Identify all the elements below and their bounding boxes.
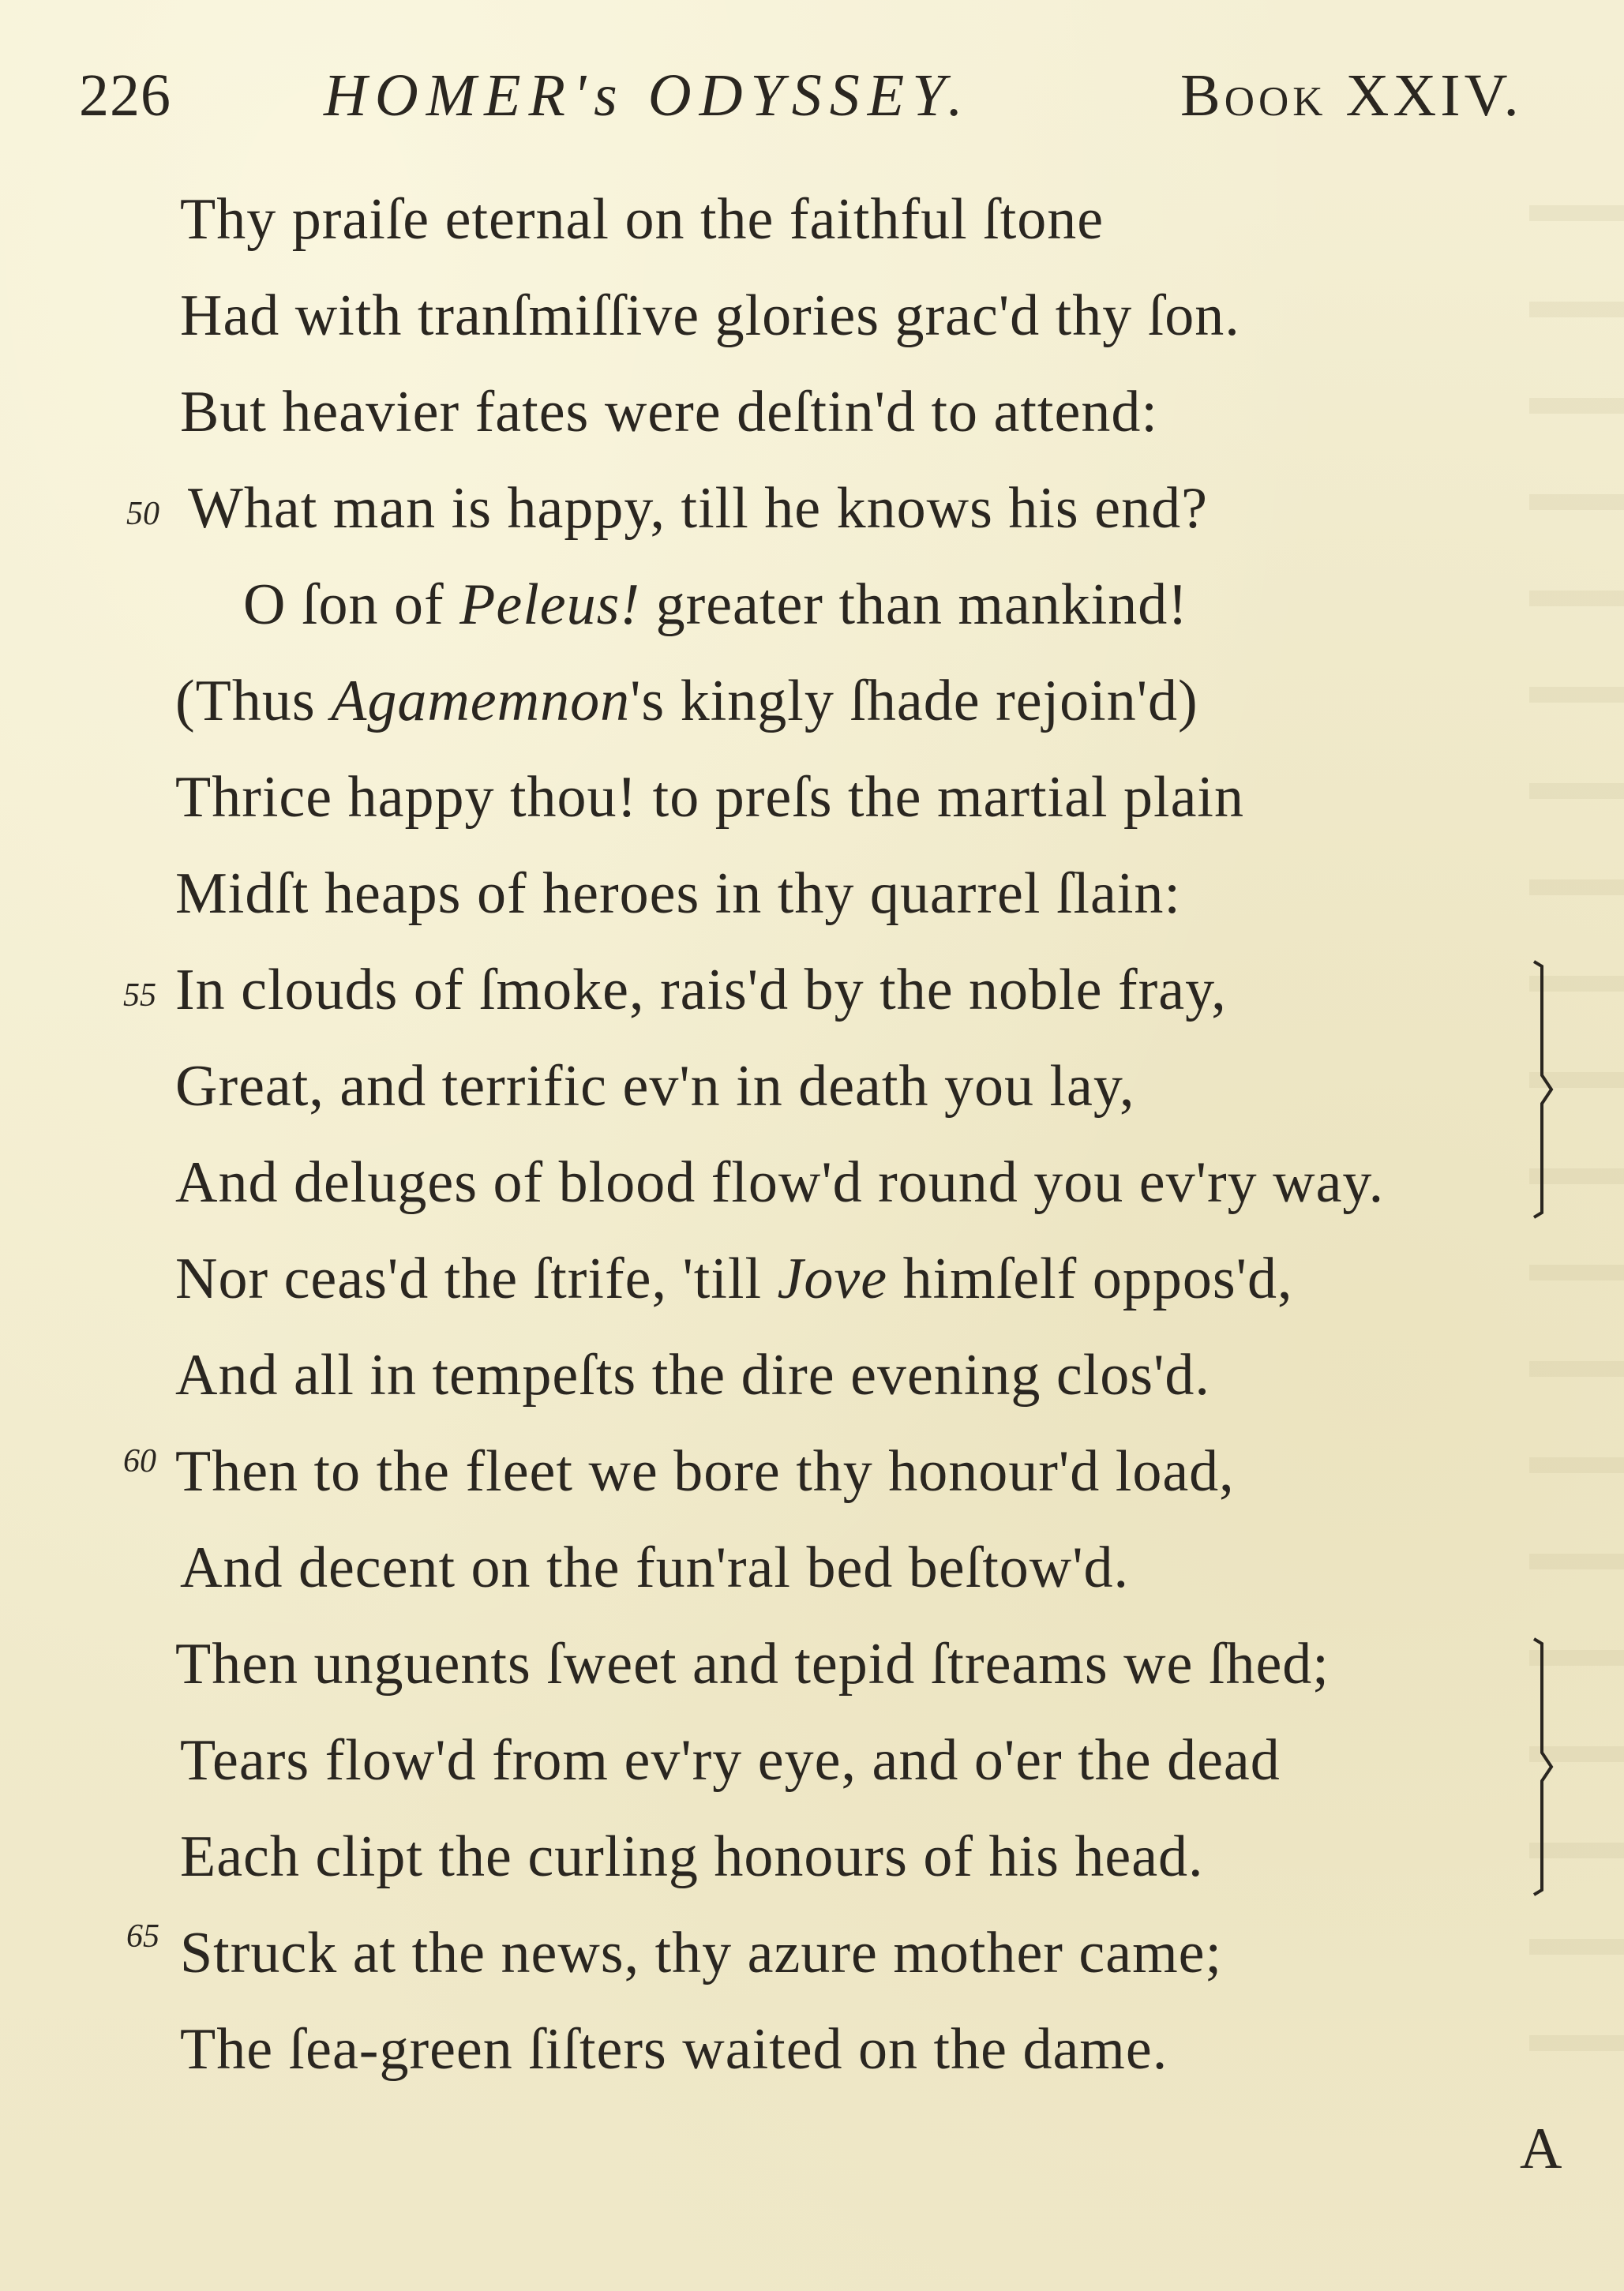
verse-line: Great, and terrific ev'n in death you lay, — [175, 1054, 1135, 1119]
triplet-brace — [1528, 955, 1559, 1224]
verse-line: What man is happy, till he knows his end? — [188, 476, 1208, 541]
verse-line: Then to the fleet we bore thy honour'd load, — [175, 1439, 1235, 1504]
verse-line: Nor ceas'd the ſtrife, 'till Jove himſelf oppos'd, — [175, 1247, 1293, 1311]
verse-line: (Thus Agamemnon's kingly ſhade rejoin'd) — [175, 669, 1198, 733]
verse-line: Midſt heaps of heroes in thy quarrel ſlain: — [175, 861, 1181, 926]
page-number: 226 — [79, 62, 171, 129]
verse-line: And deluges of blood flow'd round you ev'ry way. — [175, 1150, 1385, 1215]
verse-line: Thrice happy thou! to preſs the martial plain — [175, 765, 1244, 830]
verse-line: Tears flow'd from ev'ry eye, and o'er the dead — [180, 1728, 1281, 1793]
verse-line: And decent on the fun'ral bed beſtow'd. — [180, 1535, 1130, 1600]
verse-line: The ſea-green ſiſters waited on the dame. — [180, 2017, 1168, 2082]
catchword: A — [1520, 2117, 1562, 2181]
running-title: HOMER's ODYSSEY. — [324, 62, 971, 129]
book-label: Book XXIV. — [1180, 62, 1523, 129]
verse-line: In clouds of ſmoke, rais'd by the noble fray, — [175, 958, 1227, 1022]
verse-line: Had with tranſmiſſive glories grac'd thy ſon. — [180, 283, 1240, 348]
verse-line: Each clipt the curling honours of his head. — [180, 1824, 1204, 1889]
verse-line: Thy praiſe eternal on the faithful ſtone — [180, 187, 1105, 252]
triplet-brace — [1528, 1633, 1559, 1901]
line-number: 50 — [126, 496, 159, 532]
verse-line: And all in tempeſts the dire evening clos'd. — [175, 1343, 1210, 1408]
verse-line: O ſon of Peleus! greater than mankind! — [243, 572, 1188, 637]
running-header — [79, 62, 1579, 141]
verse-line: Struck at the news, thy azure mother came; — [180, 1921, 1223, 1985]
verse-line: But heavier fates were deſtin'd to attend: — [180, 380, 1158, 444]
line-number: 55 — [123, 977, 156, 1014]
verse-line: Then unguents ſweet and tepid ſtreams we ſhed; — [175, 1632, 1330, 1697]
line-number: 60 — [123, 1443, 156, 1479]
line-number: 65 — [126, 1918, 159, 1955]
